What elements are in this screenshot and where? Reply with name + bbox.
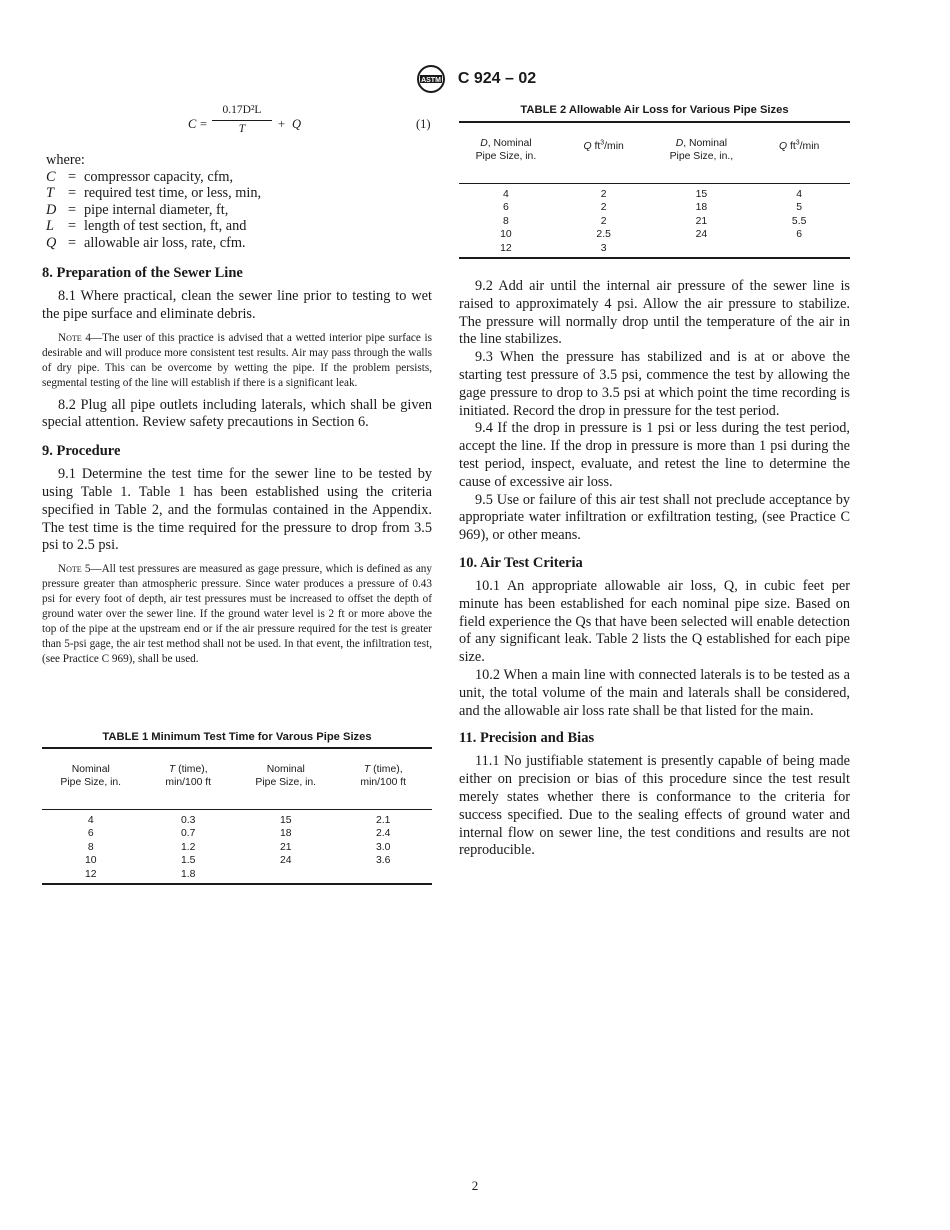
table-1-grid [42,747,432,885]
definition-row: Q = allowable air loss, rate, cfm. [46,234,246,251]
paragraph-9-3: 9.3 When the pressure has stabilized and is at or above the starting test pressure of 3.5 psi, commence the test by allowing the gage pressure to drop to 3.5 psi at which point the time recording is initiated. Record the drop in pressure for the test period. [459,349,850,419]
section-11-title: 11. Precision and Bias [459,730,595,747]
right-column [459,278,850,860]
table-2 [459,104,850,259]
formula-numerator: 0.17D²L [222,104,262,116]
document-id: C 924 – 02 [457,70,537,87]
col-header: Nominal Pipe Size, in. [255,764,317,788]
definition-row: L = length of test section, ft, and [46,218,247,235]
equation-number: (1) [416,117,431,131]
paragraph-10-1: 10.1 An appropriate allowable air loss, Q, in cubic feet per minute has been established for each nominal pipe size. Based on field experience the Qs that have been selected will enable detection of any significant leak. Table 2 lists the Q established for each pipe size. [459,577,850,666]
def-text: required test time, or less, min, [84,185,262,202]
table-1-title: TABLE 1 Minimum Test Time for Varous Pipe Sizes [102,731,372,743]
col-header: Q $ft^3/\min$ [779,140,820,153]
def-symbol: T [46,185,54,202]
table-row: 8 1.2 21 3.0 [87,841,391,853]
col-header: T (time), min/100 ft [165,764,212,788]
definition-row: D = pipe internal diameter, ft, [46,201,229,218]
fraction-bar [212,120,272,121]
left-column [42,265,432,667]
table-2-title: TABLE 2 Allowable Air Loss for Various Pipe Sizes [520,104,789,116]
note-4 [42,331,432,391]
formula-plus-term: Q [292,117,302,131]
table-row: 4 0.3 15 2.1 [87,815,391,826]
note-5 [42,562,432,667]
definition-row: T = required test time, or less, min, [46,185,262,202]
col-header: Nominal Pipe Size, in. [60,764,122,788]
def-symbol: C [46,168,56,185]
where-intro: where: [46,152,85,168]
col-header: D, Nominal Pipe Size, in. [475,138,537,162]
table-row: 12 1.8 [84,868,196,880]
formula-denominator: T [238,123,246,135]
paragraph-9-1: 9.1 Determine the test time for the sewer line to be tested by using Table 1. Table 1 has been established using the criteria specified in Table 2, and the formulas contained in the Appendix. The test time is the time required for the pressure to drop from 3.5 psi to 2.5 psi. [42,466,432,554]
equation-1: C = 0.17D²L T + Q (1) [188,104,431,135]
table-row: 6 2 18 5 [503,202,803,214]
note-text: 5—All test pressures are measured as gage pressure, which is defined as any pressure greater than atmospheric pressure. Since water produces a pressure of 0.43 psi for every foot of depth, air test pressures must be increased to offset the depth of ground water over the sewer line. If the ground water level is 2 ft or more above the top of the pipe at the upstream end or if the air pressure required for the test is greater than 5-psi gage, the air test method shall not be used. In that event, the infiltration test, (see Practice C 969), shall be used. [42,563,432,666]
table-2-grid [459,121,850,259]
def-text: pipe internal diameter, ft, [84,201,229,218]
note-text: 4—The user of this practice is advised that a wetted interior pipe surface is desirable and will produce more consistent test results. Air may pass through the walls of dry pipe. This can be overcome by wetting the pipe. If the problem persists, segmental testing of the line will establish if there is a significant leak. [42,331,432,389]
table-row: 8 2 21 5.5 [503,215,807,227]
def-symbol: L [46,218,54,235]
note-label: Note [58,331,82,344]
table-row: 10 1.5 24 3.6 [84,855,391,867]
def-text: allowable air loss, rate, cfm. [84,234,246,251]
note-label: Note [58,563,82,576]
paragraph-9-5: 9.5 Use or failure of this air test shall not preclude acceptance by appropriate water infiltration or exfiltration testing, (see Practice C 969), or other means. [459,491,850,544]
paragraph-9-4: 9.4 If the drop in pressure is 1 psi or less during the test period, accept the line. If the drop in pressure is more than 1 psi during the test period, inspect, evaluate, and retest the line to determine the cause of excessive air loss. [459,420,850,490]
page-header [0,64,950,94]
def-text: compressor capacity, cfm, [84,168,234,185]
section-9-title: 9. Procedure [42,443,121,460]
col-header: T (time), min/100 ft [360,764,407,788]
paragraph-9-2: 9.2 Add air until the internal air pressure of the sewer line is raised to approximately 4 psi. Allow the air pressure to stabilize. The pressure will normally drop until the temperature of the air in the line stabilizes. [459,278,850,348]
def-symbol: Q [46,234,57,251]
variable-definitions [46,152,261,252]
table-row: 6 0.7 18 2.4 [87,828,391,840]
def-text: length of test section, ft, and [84,218,247,235]
paragraph-8-2: 8.2 Plug all pipe outlets including laterals, which shall be given special attention. Review safety precautions in Section 6. [42,396,432,431]
formula-lhs: C [188,117,197,131]
section-10-title: 10. Air Test Criteria [459,554,583,571]
paragraph-11-1: 11.1 No justifiable statement is presently capable of being made either on precision or bias of this procedure since the test result merely states whether there is conformance to the criteria for success specified. Due to the sealing effects of ground water and internal flow on sewer line, the test conditions and results are not reproducible. [459,753,850,859]
astm-logo-icon [414,64,448,94]
section-8-title: 8. Preparation of the Sewer Line [42,265,243,281]
col-header: D, Nominal Pipe Size, in., [669,138,734,162]
paragraph-10-2: 10.2 When a main line with connected laterals is to be tested as a unit, the total volume of the main and laterals shall be considered, and the allowable air loss rate shall be that listed for the main. [459,666,850,719]
table-row: 12 3 [500,242,607,254]
def-symbol: D [46,201,57,218]
definition-row: C = compressor capacity, cfm, [46,168,234,185]
paragraph-8-1: 8.1 Where practical, clean the sewer line prior to testing to wet the pipe surface and eliminate debris. [42,288,432,322]
table-row: 4 2 15 4 [503,189,803,200]
logo-text: ASTM [420,77,441,84]
page-number: 2 [471,1178,479,1193]
col-header: Q $ft^3/\min$ [583,140,624,153]
table-1 [42,731,432,885]
table-row: 10 2.5 24 6 [500,229,803,241]
